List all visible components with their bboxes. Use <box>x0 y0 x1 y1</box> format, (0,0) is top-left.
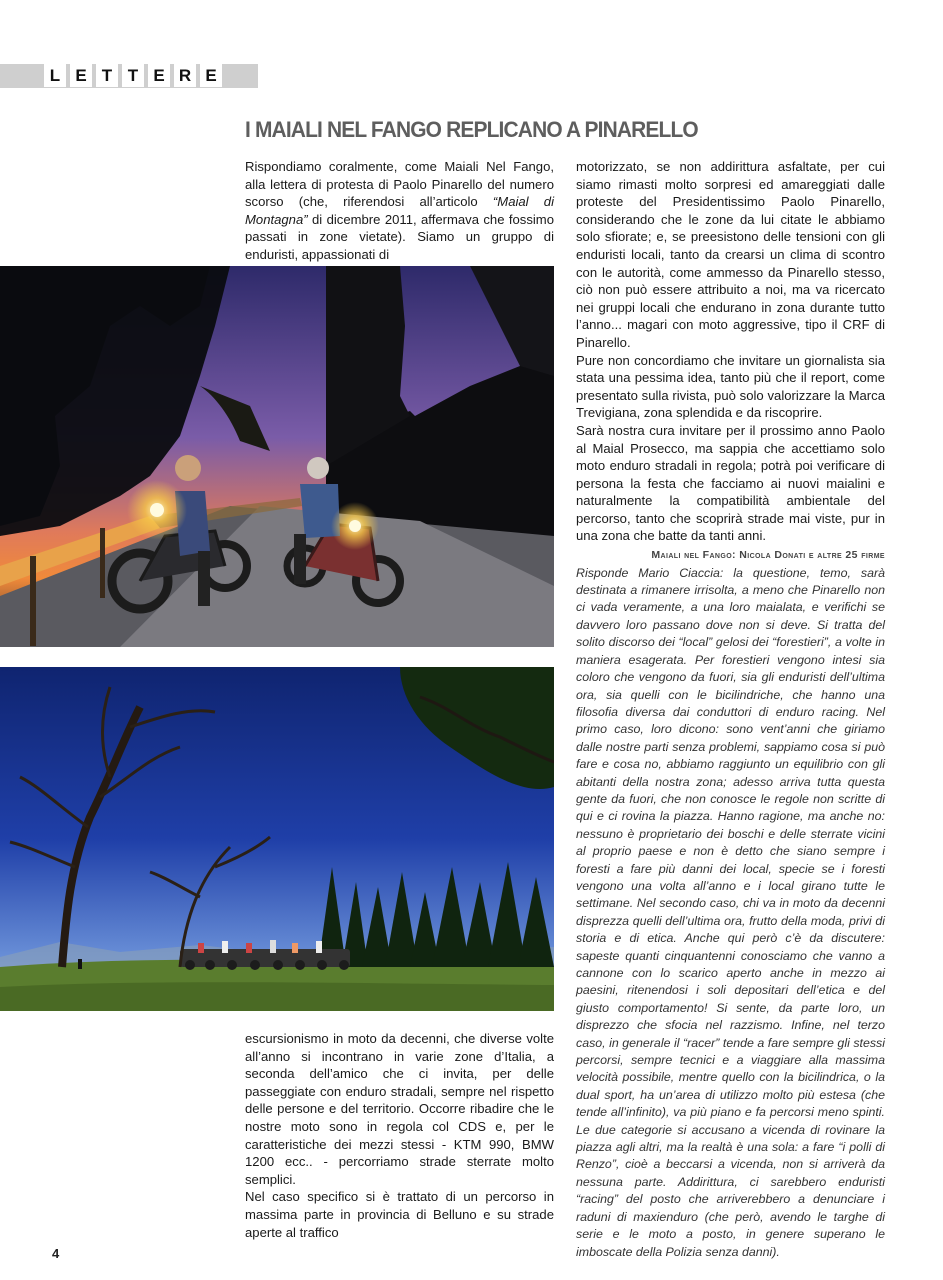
letter-signature: Maiali nel Fango: Nicola Donati e altre 25 firme <box>651 549 885 562</box>
section-letter: E <box>70 64 92 88</box>
article-column-left-top <box>245 158 554 264</box>
section-letter: R <box>174 64 196 88</box>
photo-night-riders-image <box>0 266 554 647</box>
article-paragraph: Nel caso specifico si è trattato di un percorso in massima parte in provincia di Belluno e su strade aperte al traffico <box>245 1189 554 1240</box>
article-paragraph: Pure non concordiamo che invitare un giornalista sia stata una pessima idea, tanto più che il report, come presentato sulla rivista, può solo valorizzare la Marca Trevigiana, zona splendida e da riscoprire. <box>576 352 885 421</box>
photo-night-riders <box>0 266 554 647</box>
section-letter: T <box>122 64 144 88</box>
article-paragraph: escursionismo in moto da decenni, che diverse volte all’anno si incontrano in varie zone d’Italia, a seconda dell’amico che ci invita, per delle passeggiate con enduro stradali, sempre nel rispetto delle persone e del territorio. Occorre ribadire che le nostre moto sono in regola col CDS e, per le caratteristiche dei mezzi stessi - KTM 990, BMW 1200 ecc.. - percorriamo strade sterrate molto semplici. <box>245 1031 554 1187</box>
article-paragraph: Sarà nostra cura invitare per il prossimo anno Paolo al Maial Prosecco, ma sappia che accettiamo solo moto enduro stradali in regola; potrà poi verificare di persona la festa che facciamo ai nuovi maialini e naturalmente la compatibilità ambientale del percorso, tanto che scoprirà strade mai viste, pur in una zona che batte da tanti anni. <box>576 422 885 544</box>
photo-group-meadow <box>0 667 554 1011</box>
article-column-right <box>576 158 885 1261</box>
article-text: di dicembre 2011, affermava che fossimo passati in zone vietate). Siamo un gruppo di enduristi, appassionati di <box>245 211 554 262</box>
section-letter: L <box>44 64 66 88</box>
article-paragraph <box>245 158 554 264</box>
article-column-left-bottom <box>245 1030 554 1241</box>
editor-reply: Risponde Mario Ciaccia: la questione, temo, sarà destinata a rimanere irrisolta, a meno che Pinarello non ci vada veramente, a una loro maialata, e verifichi se davvero loro passano dove non si deve. Si tratta del solito discorso dei “local” gelosi dei “forestieri”, a volte in maniera esagerata. Per forestieri vengono intesi sia coloro che vengono da fuori, sia gli enduristi dell’ultima ora, sia quelli con le bicilindriche, che hanno una filosofia diversa dai conduttori di enduro racing. Nel primo caso, loro dicono: sono vent’anni che giriamo dalle nostre parti senza problemi, sappiamo cosa si può fare e cosa no, abbiamo raggiunto un equilibrio con gli abitanti della nostra zona; adesso arriva tutta questa gente da fuori, che non conosce le regole non scritte di qui e ci rovina la piazza. Hanno ragione, ma anche no: nessuno è proprietario dei boschi e delle sterrate vicini al proprio paese e non è detto che siano sempre i foresti a fare più danni dei local, specie se i foresti vengono una volta all’anno e i local girano tutte le settimane. Nel secondo caso, chi va in moto da decenni disprezza quelli dell’ultima ora, frutto della moda, privi di storia e di etica. Anche qui però c’è da discutere: sapeste quanti cinquantenni conosciamo che vanno a cannone con lo scarico aperto anche in mezzo ai paesini, ritenendosi i soli depositari dell’etica e del giusto comportamento! Si sente, da parte loro, un disprezzo che sfocia nel razzismo. Infine, nel terzo caso, in generale il “racer” tende a fare sempre gli stessi percorsi, sempre tecnici e a viaggiare alla massima velocità possibile, mentre quello con la bicilindrica, o la dual sport, ha un’area di utilizzo molto più estesa (che tende all’infinito), va più piano e fa percorsi meno spinti. Le due categorie si accusano a vicenda di rovinare la piazza agli altri, ma la realtà è una sola: a fare “i polli di Renzo”, cioè a beccarsi a vicenda, non si arriverà da nessuna parte. Addirittura, ci sarebbero enduristi “racing” del posto che arriverebbero a denunciare i raduni di maxienduro (che però, avendo le targhe di serie e le moto a posto, in genere superano le imboscate della Polizia senza danni). <box>576 565 885 1259</box>
section-letter: T <box>96 64 118 88</box>
article-text: Rispondiamo coralmente, come Maiali Nel Fango, alla lettera di protesta di Paolo Pinarello del numero scorso (che, riferendosi all’articolo <box>245 159 554 210</box>
article-quoted-title: “Maial di Montagna” <box>245 194 554 227</box>
article-paragraph: motorizzato, se non addirittura asfaltate, per cui siamo rimasti molto sorpresi ed amareggiati dalle proteste del Presidentissimo Paolo Pinarello, considerando che le zone da lui citate le abbiamo solo sfiorate; e, se preesistono delle tensioni con gli enduristi locali, tanto da crearsi un clima di scontro con le autorità, come ammesso da Pinarello stesso, ciò non può essere attribuito a noi, ma va ricercato nei gruppi locali che endurano in zona durante tutto l’anno... magari con moto aggressive, tipo il CRF di Pinarello. <box>576 159 885 350</box>
section-letter: E <box>200 64 222 88</box>
photo-group-meadow-image <box>0 667 554 1011</box>
section-header-lettere <box>44 64 222 88</box>
section-letter: E <box>148 64 170 88</box>
article-title: I MAIALI NEL FANGO REPLICANO A PINARELLO <box>245 117 698 142</box>
page-number: 4 <box>52 1246 60 1261</box>
